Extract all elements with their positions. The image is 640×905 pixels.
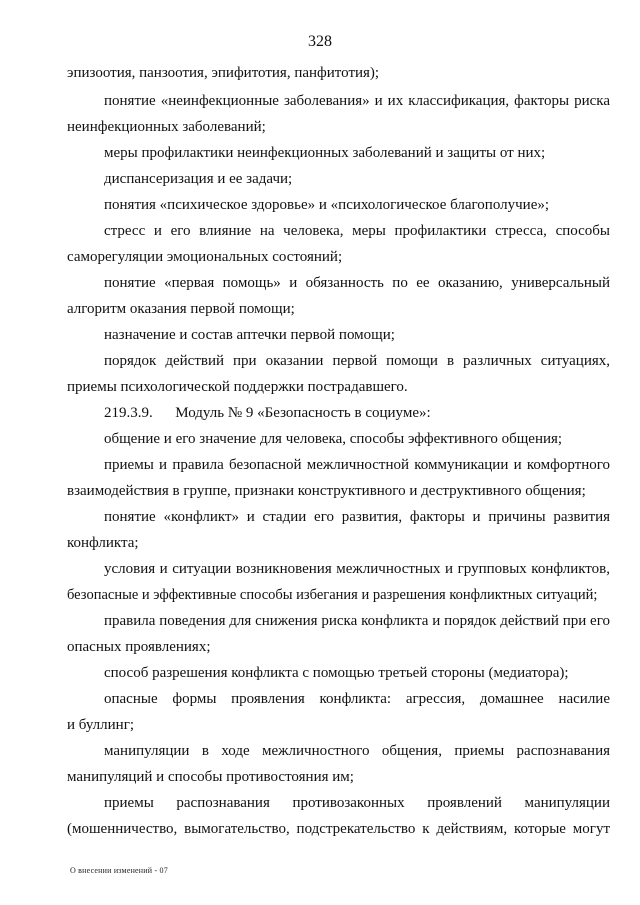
paragraph bbox=[67, 88, 610, 140]
text-line: правила поведения для снижения риска конфликта и порядок действий при его bbox=[104, 613, 610, 629]
page-number: 328 bbox=[308, 33, 332, 50]
paragraph bbox=[67, 660, 610, 686]
paragraph bbox=[67, 426, 610, 452]
paragraph bbox=[67, 166, 610, 192]
section-heading bbox=[67, 400, 610, 426]
paragraph bbox=[67, 192, 610, 218]
text-line: понятие «первая помощь» и обязанность по ее оказанию, универсальный bbox=[104, 275, 610, 291]
text-line: конфликта; bbox=[67, 535, 139, 551]
paragraph bbox=[67, 556, 610, 608]
text-line: условия и ситуации возникновения межличностных и групповых конфликтов, bbox=[104, 561, 610, 577]
paragraph bbox=[67, 504, 610, 556]
paragraph bbox=[67, 608, 610, 660]
text-line: манипуляций и способы противостояния им; bbox=[67, 769, 354, 785]
text-line: понятие «неинфекционные заболевания» и их классификация, факторы риска bbox=[104, 93, 610, 109]
text-line: общение и его значение для человека, способы эффективного общения; bbox=[104, 431, 563, 447]
text-line: способ разрешения конфликта с помощью третьей стороны (медиатора); bbox=[104, 665, 569, 681]
paragraph bbox=[67, 218, 610, 270]
paragraph bbox=[67, 738, 610, 790]
text-line: опасных проявлениях; bbox=[67, 639, 211, 655]
text-line: манипуляции в ходе межличностного общения, приемы распознавания bbox=[104, 743, 610, 759]
text-line: стресс и его влияние на человека, меры профилактики стресса, способы bbox=[104, 223, 610, 239]
paragraph bbox=[67, 60, 610, 86]
text-line: понятие «конфликт» и стадии его развития, факторы и причины развития bbox=[104, 509, 610, 525]
text-line: приемы распознавания противозаконных проявлений манипуляции bbox=[104, 795, 610, 811]
text-line: и буллинг; bbox=[67, 717, 135, 733]
paragraph bbox=[67, 452, 610, 504]
text-line: эпизоотия, панзоотия, эпифитотия, панфитотия); bbox=[67, 65, 380, 81]
paragraph bbox=[67, 270, 610, 322]
text-line: назначение и состав аптечки первой помощи; bbox=[104, 327, 395, 343]
text-line: приемы психологической поддержки пострадавшего. bbox=[67, 379, 408, 395]
paragraph bbox=[67, 140, 610, 166]
text-line: приемы и правила безопасной межличностной коммуникации и комфортного bbox=[104, 457, 610, 473]
text-line: неинфекционных заболеваний; bbox=[67, 119, 266, 135]
text-line: меры профилактики неинфекционных заболеваний и защиты от них; bbox=[104, 145, 546, 161]
text-line: опасные формы проявления конфликта: агрессия, домашнее насилие bbox=[104, 691, 610, 707]
text-line: саморегуляции эмоциональных состояний; bbox=[67, 249, 343, 265]
text-line: алгоритм оказания первой помощи; bbox=[67, 301, 295, 317]
text-line: понятия «психическое здоровье» и «психологическое благополучие»; bbox=[104, 197, 550, 213]
text-line: (мошенничество, вымогательство, подстрекательство к действиям, которые могут bbox=[67, 821, 610, 837]
paragraph bbox=[67, 790, 610, 842]
footer-note: О внесении изменений - 07 bbox=[70, 866, 168, 875]
text-line: 219.3.9. Модуль № 9 «Безопасность в социуме»: bbox=[104, 405, 431, 421]
text-line: безопасные и эффективные способы избегания и разрешения конфликтных ситуаций; bbox=[67, 587, 598, 603]
paragraph bbox=[67, 322, 610, 348]
text-line: взаимодействия в группе, признаки конструктивного и деструктивного общения; bbox=[67, 483, 586, 499]
paragraph bbox=[67, 686, 610, 738]
text-line: диспансеризация и ее задачи; bbox=[104, 171, 293, 187]
text-line: порядок действий при оказании первой помощи в различных ситуациях, bbox=[104, 353, 610, 369]
paragraph bbox=[67, 348, 610, 400]
